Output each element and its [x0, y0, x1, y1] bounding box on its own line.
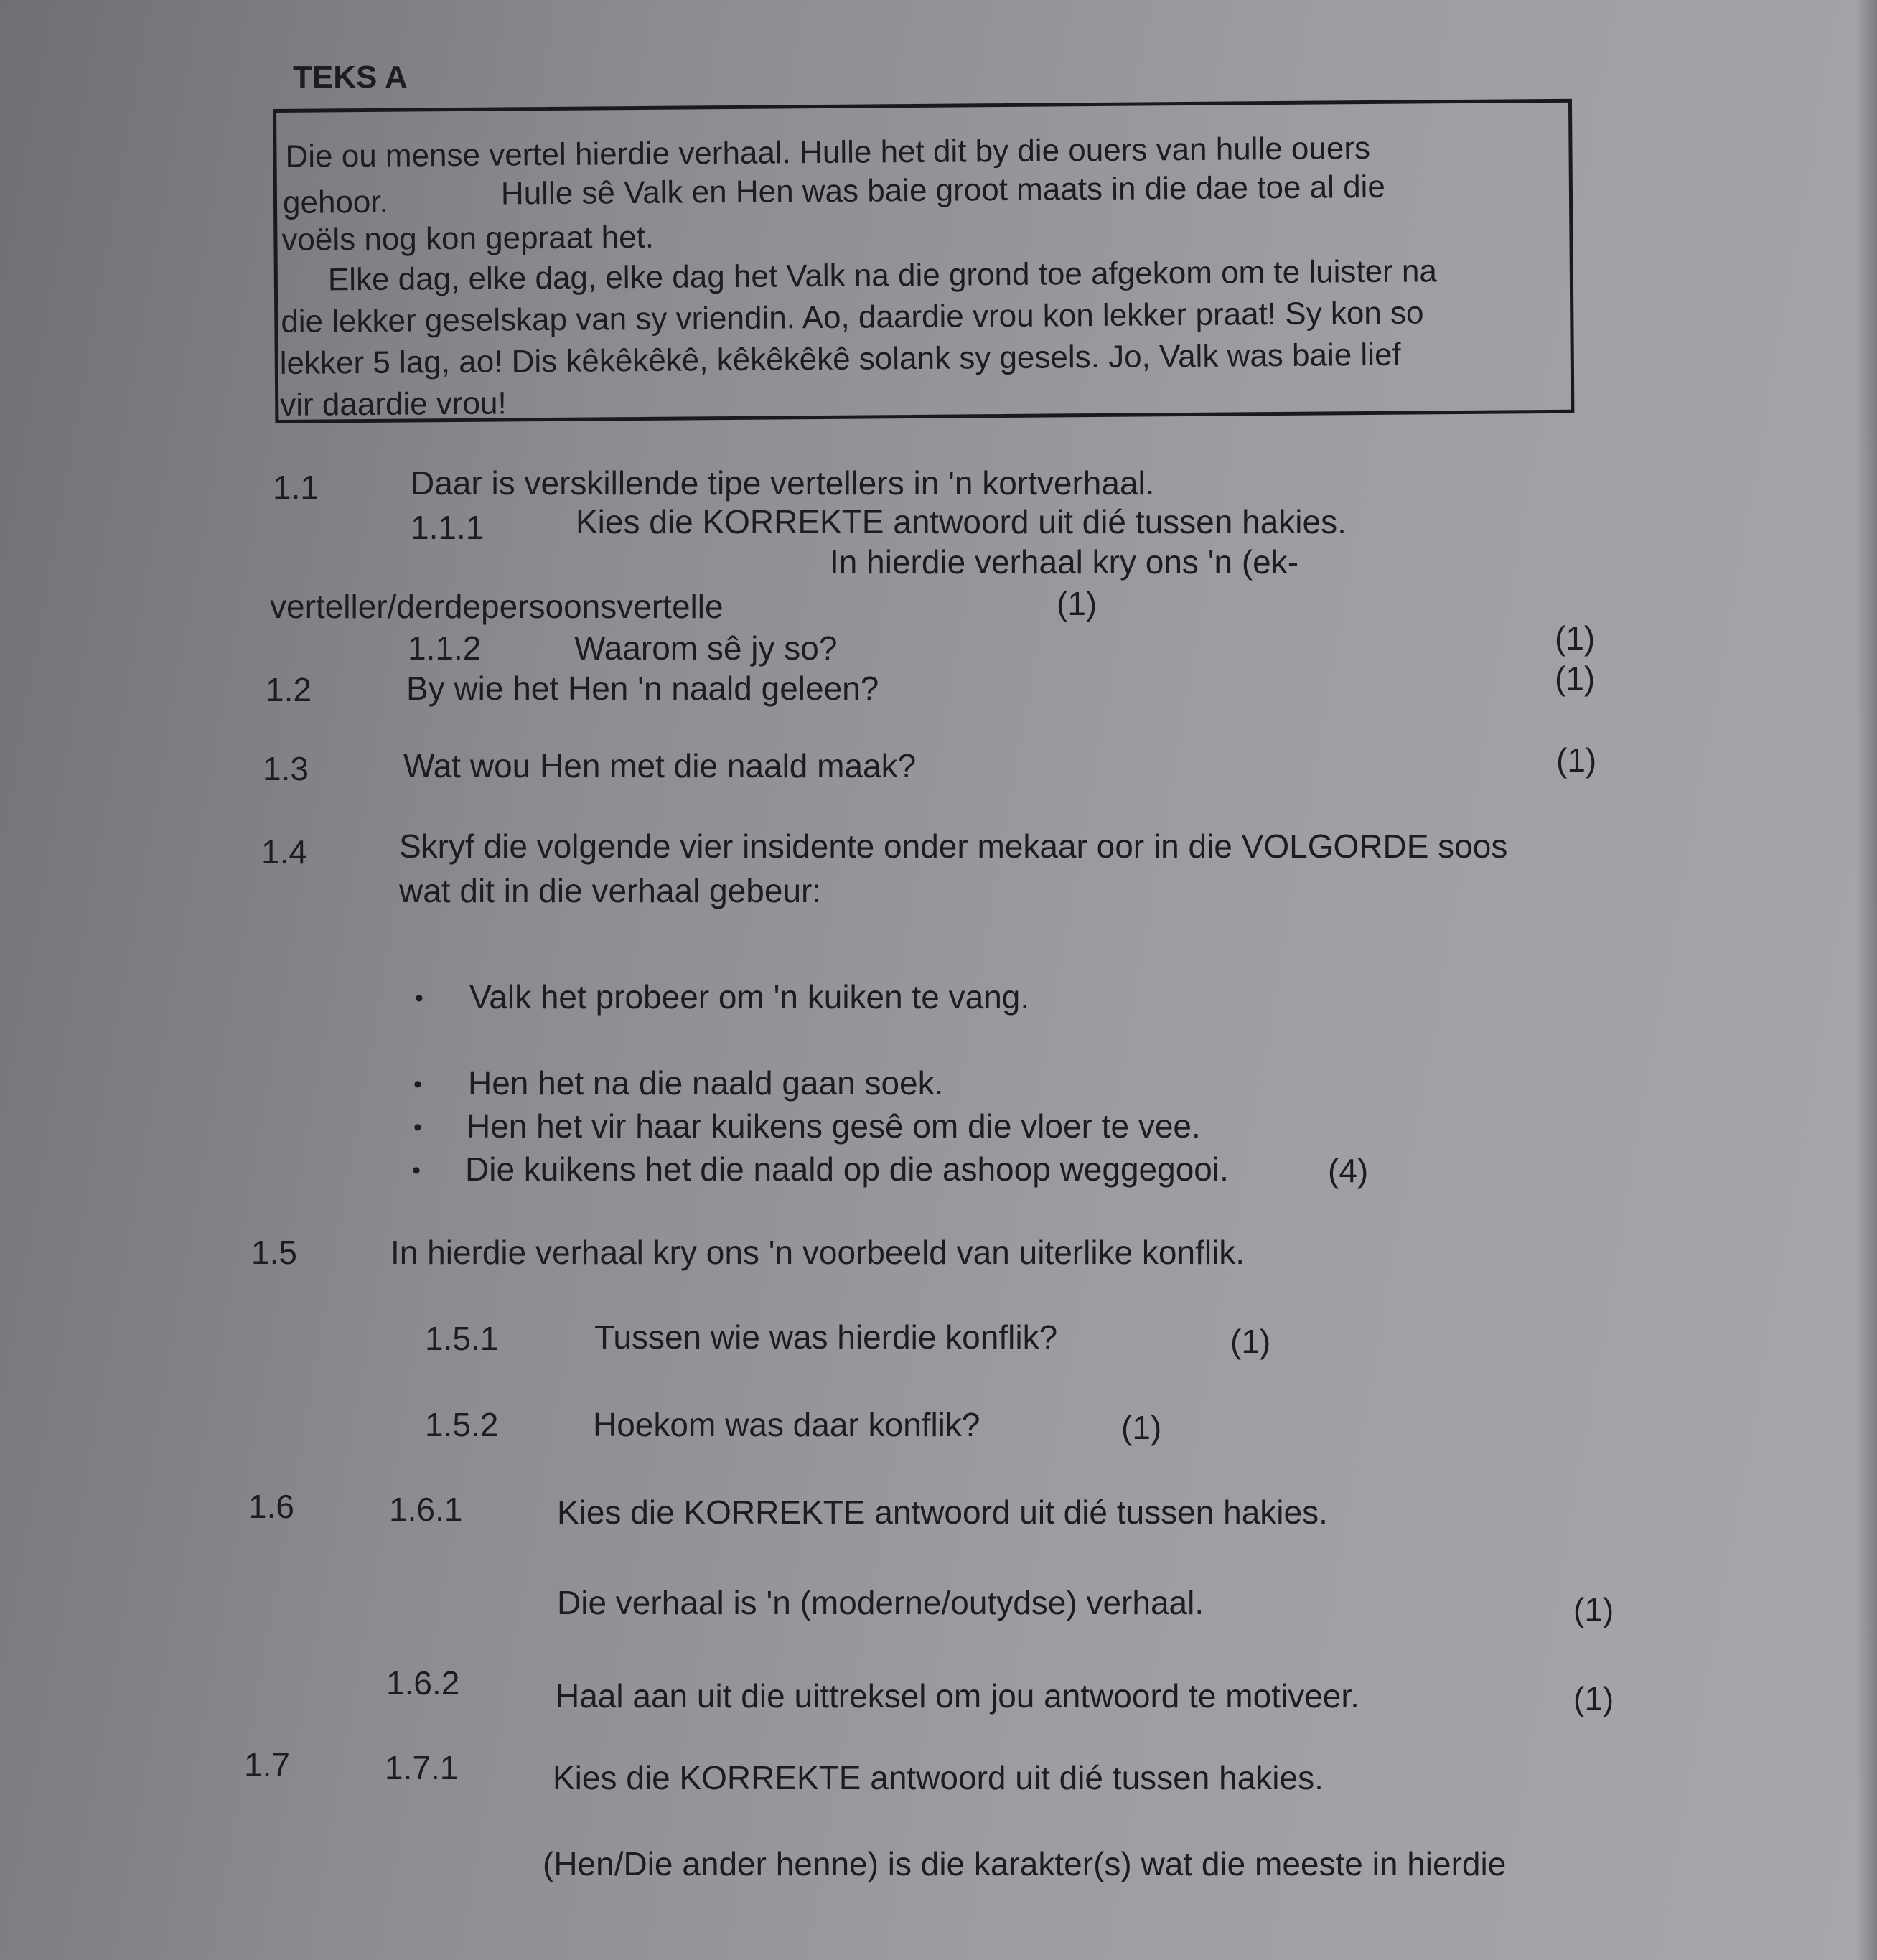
question-text: Tussen wie was hierdie konflik?: [594, 1318, 1058, 1356]
mark: (1): [1230, 1323, 1271, 1360]
passage-box: [273, 99, 1574, 423]
section-title: TEKS A: [293, 60, 408, 95]
mark: (1): [1573, 1591, 1614, 1628]
question-text: verteller/derdepersoonsvertelle: [270, 588, 724, 625]
bullet-icon: •: [415, 985, 423, 1012]
passage-line: Die ou mense vertel hierdie verhaal. Hulle het dit by die ouers van hulle ouers: [285, 130, 1371, 174]
passage-line: lekker 5 lag, ao! Dis kêkêkêkê, kêkêkêkê solank sy gesels. Jo, Valk was baie lief: [279, 337, 1401, 381]
question-text: In hierdie verhaal kry ons 'n (ek-: [830, 543, 1299, 581]
question-number: 1.1.1: [411, 509, 485, 546]
question-text: Waarom sê jy so?: [574, 629, 838, 667]
passage-line: voëls nog kon gepraat het.: [281, 219, 655, 258]
mark: (1): [1573, 1680, 1614, 1717]
question-number: 1.5.2: [425, 1406, 499, 1443]
question-text: (Hen/Die ander henne) is die karakter(s) wat die meeste in hierdie: [543, 1845, 1507, 1882]
question-text: Kies die KORREKTE antwoord uit dié tussen hakies.: [576, 503, 1347, 540]
question-text: Kies die KORREKTE antwoord uit dié tussen hakies.: [557, 1494, 1328, 1531]
passage-line: vir daardie vrou!: [280, 385, 507, 423]
mark: (1): [1556, 741, 1597, 779]
question-text: Skryf die volgende vier insidente onder mekaar oor in die VOLGORDE soos: [399, 827, 1508, 865]
question-number: 1.5: [251, 1234, 297, 1271]
mark: (1): [1057, 585, 1097, 622]
question-text: Hoekom was daar konflik?: [593, 1406, 980, 1443]
question-number: 1.4: [261, 833, 307, 871]
bullet-icon: •: [412, 1157, 421, 1184]
question-number: 1.3: [263, 750, 309, 787]
passage-line: die lekker geselskap van sy vriendin. Ao, daardie vrou kon lekker praat! Sy kon so: [281, 295, 1424, 339]
question-text: In hierdie verhaal kry ons 'n voorbeeld van uiterlike konflik.: [390, 1234, 1245, 1271]
passage-line: Hulle sê Valk en Hen was baie groot maats in die dae toe al die: [500, 169, 1386, 212]
list-item: Die kuikens het die naald op die ashoop weggegooi.: [465, 1150, 1229, 1188]
mark: (4): [1328, 1152, 1369, 1189]
question-number: 1.1: [273, 469, 319, 506]
question-number: 1.5.1: [425, 1320, 499, 1357]
list-item: Hen het na die naald gaan soek.: [468, 1064, 944, 1102]
passage-line: Elke dag, elke dag, elke dag het Valk na die grond toe afgekom om te luister na: [327, 253, 1438, 298]
mark: (1): [1121, 1409, 1162, 1446]
question-text: wat dit in die verhaal gebeur:: [399, 872, 822, 909]
question-text: Haal aan uit die uittreksel om jou antwoord te motiveer.: [556, 1677, 1359, 1715]
page-edge-shadow: [1855, 0, 1877, 1960]
question-number: 1.6.1: [389, 1491, 463, 1528]
bullet-icon: •: [413, 1114, 422, 1141]
question-number: 1.2: [266, 671, 312, 708]
question-text: By wie het Hen 'n naald geleen?: [406, 670, 879, 707]
question-number: 1.7.1: [385, 1749, 459, 1786]
list-item: Valk het probeer om 'n kuiken te vang.: [469, 978, 1030, 1016]
question-text: Die verhaal is 'n (moderne/outydse) verhaal.: [557, 1584, 1204, 1621]
mark: (1): [1555, 619, 1596, 657]
question-text: Kies die KORREKTE antwoord uit dié tussen hakies.: [553, 1759, 1324, 1796]
question-number: 1.1.2: [408, 629, 482, 667]
question-text: Daar is verskillende tipe vertellers in 'n kortverhaal.: [411, 464, 1155, 502]
bullet-icon: •: [413, 1071, 422, 1098]
question-number: 1.6.2: [386, 1664, 460, 1702]
question-number: 1.7: [244, 1746, 290, 1783]
mark: (1): [1555, 660, 1596, 697]
question-text: Wat wou Hen met die naald maak?: [403, 747, 917, 784]
list-item: Hen het vir haar kuikens gesê om die vloer te vee.: [467, 1107, 1201, 1145]
question-number: 1.6: [248, 1488, 294, 1525]
passage-line: gehoor.: [282, 184, 389, 220]
